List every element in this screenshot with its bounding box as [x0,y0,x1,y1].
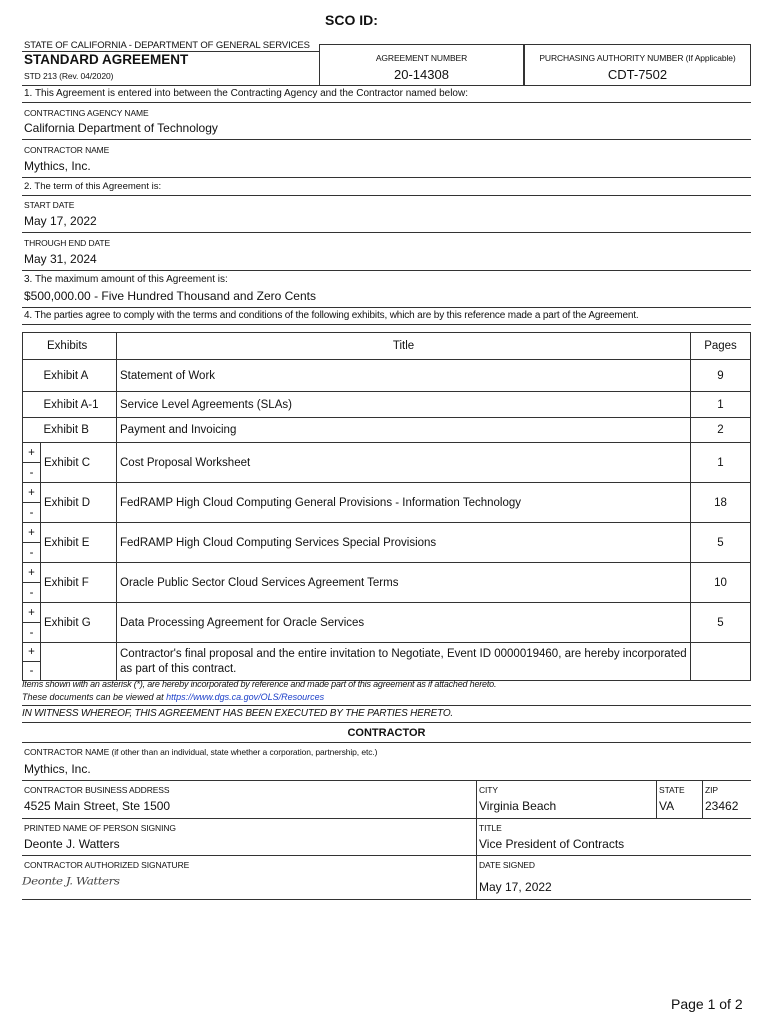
section-3-text: 3. The maximum amount of this Agreement is: [24,274,228,285]
title-header: Title [117,333,691,360]
table-row [23,360,751,392]
exhibit-id: Exhibit G [41,603,117,643]
state-label: STATE [659,785,685,795]
witness-statement: IN WITNESS WHEREOF, THIS AGREEMENT HAS BEEN EXECUTED BY THE PARTIES HERETO. [22,708,454,719]
city-label: CITY [479,785,498,795]
zip-value: 23462 [705,799,739,813]
exhibit-title: Payment and Invoicing [117,418,691,443]
contractor-full-name-value: Mythics, Inc. [24,762,91,776]
collapse-button[interactable]: - [29,586,34,599]
expand-button[interactable]: + [23,443,40,463]
exhibit-id: Exhibit E [41,523,117,563]
table-row [23,392,751,418]
expand-button[interactable]: + [23,523,40,543]
collapse-button[interactable]: - [29,626,34,639]
date-signed-value: May 17, 2022 [479,880,552,894]
table-row [23,603,751,643]
exhibit-pages [691,643,751,681]
exhibit-pages: 1 [691,392,751,418]
exhibit-id: Exhibit A-1 [41,392,117,418]
table-row [23,483,751,523]
exhibit-pages: 18 [691,483,751,523]
documents-note-text: These documents can be viewed at [22,692,167,702]
resources-link[interactable]: https://www.dgs.ca.gov/OLS/Resources [166,692,325,702]
table-row [23,418,751,443]
exhibit-id: Exhibit A [41,360,117,392]
start-date-label: START DATE [24,200,75,210]
exhibit-title: FedRAMP High Cloud Computing General Provisions - Information Technology [117,483,691,523]
exhibits-header: Exhibits [23,333,117,360]
agreement-number-value: 20-14308 [394,67,449,82]
contractor-heading: CONTRACTOR [347,727,426,739]
exhibit-id: Exhibit B [41,418,117,443]
contractor-full-name-label: CONTRACTOR NAME (if other than an individual, state whether a corporation, partnership, etc.) [24,747,378,757]
exhibit-title: Contractor's final proposal and the entire invitation to Negotiate, Event ID 0000019460, are hereby incorporated as part of this contract. [117,643,691,681]
sco-id-label: SCO ID: [325,12,378,28]
exhibit-title: Statement of Work [117,360,691,392]
page-number: Page 1 of 2 [671,996,743,1012]
state-value: VA [659,799,675,813]
start-date-value: May 17, 2022 [24,214,97,228]
contractor-name-value: Mythics, Inc. [24,159,91,173]
exhibit-id: Exhibit D [41,483,117,523]
purchasing-number-box [524,44,751,86]
exhibit-pages: 2 [691,418,751,443]
exhibit-id: Exhibit C [41,443,117,483]
exhibit-title: Cost Proposal Worksheet [117,443,691,483]
agreement-number-label: AGREEMENT NUMBER [375,53,468,63]
table-row [23,643,751,681]
signature: Deonte J. Watters [22,875,120,887]
table-row [23,563,751,603]
exhibit-pages: 5 [691,523,751,563]
exhibit-id [41,643,117,681]
form-number: STD 213 (Rev. 04/2020) [24,71,114,81]
agency-line: STATE OF CALIFORNIA - DEPARTMENT OF GENERAL SERVICES [24,40,310,51]
expand-button[interactable]: + [23,603,40,623]
exhibit-pages: 5 [691,603,751,643]
printed-name-label: PRINTED NAME OF PERSON SIGNING [24,823,176,833]
asterisk-note: Items shown with an asterisk (*), are hereby incorporated by reference and made part of this agreement as if attached hereto. [22,679,497,689]
section-2-text: 2. The term of this Agreement is: [24,181,162,192]
address-label: CONTRACTOR BUSINESS ADDRESS [24,785,170,795]
agency-name-label: CONTRACTING AGENCY NAME [24,108,149,118]
exhibit-pages: 10 [691,563,751,603]
end-date-value: May 31, 2024 [24,252,97,266]
table-row [23,523,751,563]
documents-note [22,692,324,702]
expand-button[interactable]: + [23,643,40,662]
title-value: Vice President of Contracts [479,837,625,851]
purchasing-number-value: CDT-7502 [607,67,668,82]
expand-button[interactable]: + [23,483,40,503]
agency-name-value: California Department of Technology [24,121,218,135]
collapse-button[interactable]: - [29,546,34,559]
table-row [23,443,751,483]
date-signed-label: DATE SIGNED [479,860,535,870]
max-amount-value: $500,000.00 - Five Hundred Thousand and Zero Cents [24,289,316,303]
address-value: 4525 Main Street, Ste 1500 [24,799,171,813]
section-1-text: 1. This Agreement is entered into between the Contracting Agency and the Contractor named below: [24,88,468,99]
form-title: STANDARD AGREEMENT [24,52,189,67]
exhibit-title: Service Level Agreements (SLAs) [117,392,691,418]
exhibits-table [22,332,751,681]
agreement-number-box [319,44,524,86]
signature-label: CONTRACTOR AUTHORIZED SIGNATURE [24,860,190,870]
exhibit-pages: 1 [691,443,751,483]
city-value: Virginia Beach [479,799,557,813]
section-4-text: 4. The parties agree to comply with the terms and conditions of the following exhibits, which are by this reference made a part of the Agreement. [24,310,639,321]
exhibit-title: FedRAMP High Cloud Computing Services Special Provisions [117,523,691,563]
collapse-button[interactable]: - [29,665,34,677]
exhibit-title: Oracle Public Sector Cloud Services Agreement Terms [117,563,691,603]
title-label: TITLE [479,823,502,833]
zip-label: ZIP [705,785,718,795]
exhibit-pages: 9 [691,360,751,392]
exhibit-id: Exhibit F [41,563,117,603]
purchasing-number-label: PURCHASING AUTHORITY NUMBER (If Applicable) [539,53,736,63]
collapse-button[interactable]: - [29,466,34,479]
contractor-name-label: CONTRACTOR NAME [24,145,110,155]
collapse-button[interactable]: - [29,506,34,519]
printed-name-value: Deonte J. Watters [24,837,120,851]
exhibit-title: Data Processing Agreement for Oracle Services [117,603,691,643]
expand-button[interactable]: + [23,563,40,583]
pages-header: Pages [691,333,751,360]
end-date-label: THROUGH END DATE [24,238,111,248]
